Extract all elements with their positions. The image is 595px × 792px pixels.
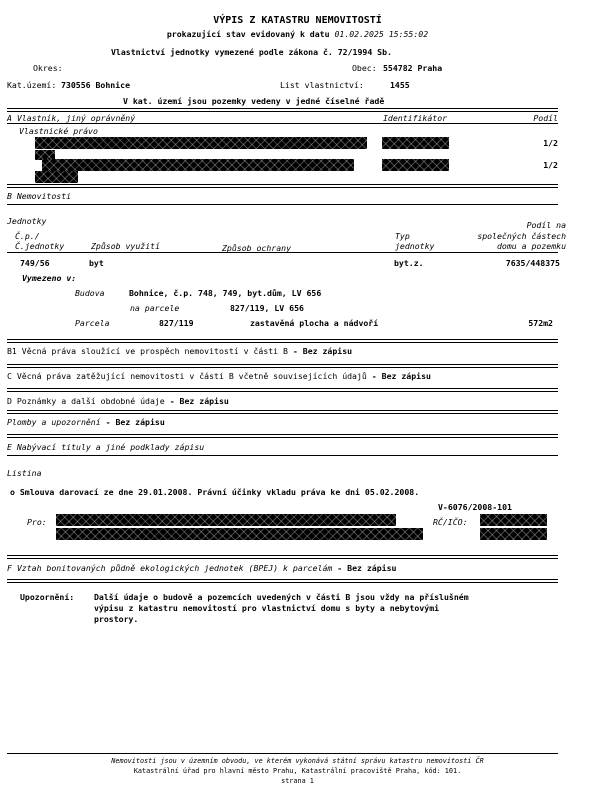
building-value: Bohnice, č.p. 748, 749, byt.dům, LV 656 [129, 288, 322, 298]
listina-label: Listina [7, 468, 42, 478]
col-protect: Způsob ochrany [222, 243, 292, 253]
defined-label: Vymezeno v: [22, 273, 77, 283]
col-use: Způsob využití [91, 241, 161, 251]
rc-redacted [480, 514, 547, 526]
owner-2-redacted [42, 159, 354, 171]
building-label: Budova [75, 288, 105, 298]
ownership-subheader: Vlastnické právo [19, 126, 98, 136]
obec-value: 554782 Praha [383, 63, 443, 73]
section-b1-text: B1 Věcná práva sloužící ve prospěch nemovitostí v části B [7, 346, 288, 356]
units-label: Jednotky [7, 216, 47, 226]
owner-1-id-redacted [382, 137, 449, 149]
section-c-rule [7, 364, 558, 368]
obec-label: Obec: [352, 63, 377, 73]
parcel-description: zastavěná plocha a nádvoří [250, 318, 379, 328]
owner-2-extra-redacted [35, 171, 78, 183]
warning-line-2: výpisu z katastru nemovitostí pro vlastnictví domu s byty a nebytovými [94, 603, 440, 613]
section-f [7, 563, 396, 573]
subtitle-date: 01.02.2025 15:55:02 [334, 29, 429, 39]
section-a-header-rule [7, 123, 558, 124]
pro-label: Pro: [27, 517, 47, 527]
katuzemi-value: 730556 Bohnice [61, 80, 131, 90]
rc-label: RČ/IČO: [433, 517, 468, 527]
section-plomby-rule [7, 410, 558, 414]
rc-extra-redacted [480, 528, 547, 540]
on-parcel-value: 827/119, LV 656 [230, 303, 304, 313]
col-share-3: domu a pozemku [496, 241, 566, 251]
warning-line-3: prostory. [94, 614, 139, 624]
share-header: Podíl [533, 113, 558, 123]
identifier-header: Identifikátor [383, 113, 448, 123]
document-title: VÝPIS Z KATASTRU NEMOVITOSTÍ [213, 15, 382, 26]
subtitle [0, 29, 595, 39]
beneficiary-redacted [56, 514, 396, 526]
section-d-value: - Bez zápisu [169, 396, 229, 406]
section-c [7, 371, 431, 381]
warning-line-1: Další údaje o budově a pozemcích uvedených v části B jsou vždy na příslušném [94, 592, 469, 602]
section-f-value: - Bez zápisu [337, 563, 397, 573]
section-c-value: - Bez zápisu [371, 371, 431, 381]
cadastral-note: V kat. území jsou pozemky vedeny v jedné číselné řadě [123, 96, 385, 106]
section-b1-rule [7, 339, 558, 343]
section-f-text: F Vztah bonitovaných půdně ekologických jednotek (BPEJ) k parcelám [7, 563, 333, 573]
unit-share: 7635/448375 [505, 258, 560, 268]
owner-1-share: 1/2 [543, 138, 558, 148]
section-b1 [7, 346, 352, 356]
katuzemi-label: Kat.území: [7, 80, 57, 90]
owner-1-redacted [35, 137, 367, 149]
col-cj: Č.jednotky [15, 241, 65, 251]
col-type-2: jednotky [395, 241, 435, 251]
footer-line-2: Katastrální úřad pro hlavní město Prahu, Katastrální pracoviště Praha, kód: 101. [133, 767, 462, 775]
col-share-1: Podíl na [526, 220, 566, 230]
section-e-rule [7, 434, 558, 438]
section-b-title: B Nemovitosti [7, 191, 72, 201]
section-b-header-rule [7, 204, 558, 205]
section-d [7, 396, 229, 406]
unit-type: byt.z. [394, 258, 424, 268]
section-b1-value: - Bez zápisu [292, 346, 353, 356]
lv-value: 1455 [390, 80, 410, 90]
section-a-rule [7, 108, 558, 112]
section-e-header-rule [7, 455, 558, 456]
warning-label: Upozornění: [20, 592, 75, 602]
deed-entry: o Smlouva darovací ze dne 29.01.2008. Právní účinky vkladu práva ke dni 05.02.2008. [10, 487, 420, 497]
section-plomby [7, 417, 165, 427]
lv-label: List vlastnictví: [280, 80, 364, 90]
on-parcel-label: na parcele [130, 303, 180, 313]
col-share-2: společných částech [477, 231, 566, 241]
section-plomby-text: Plomby a upozornění [7, 417, 101, 427]
parcel-label: Parcela [75, 318, 110, 328]
footer-rule [7, 753, 558, 754]
page-number: strana 1 [281, 777, 314, 785]
col-cp: Č.p./ [15, 231, 40, 241]
beneficiary-address-redacted [56, 528, 423, 540]
units-header-rule [7, 252, 558, 253]
section-a-title: A Vlastník, jiný oprávněný [7, 113, 136, 123]
footer-line-1: Nemovitosti jsou v územním obvodu, ve kterém vykonává státní správu katastru nemovitostí ČR [111, 757, 484, 765]
parcel-number: 827/119 [159, 318, 194, 328]
section-b-rule [7, 184, 558, 188]
deed-reference: V-6076/2008-101 [438, 502, 512, 512]
parcel-area: 572m2 [528, 318, 553, 328]
section-c-text: C Věcná práva zatěžující nemovitosti v části B včetně souvisejících údajů [7, 371, 367, 381]
section-plomby-value: - Bez zápisu [105, 417, 165, 427]
okres-label: Okres: [33, 63, 63, 73]
owner-2-share: 1/2 [543, 160, 558, 170]
section-e-title: E Nabývací tituly a jiné podklady zápisu [7, 442, 205, 452]
unit-use: byt [89, 258, 104, 268]
unit-number: 749/56 [20, 258, 50, 268]
section-d-text: D Poznámky a další obdobné údaje [7, 396, 165, 406]
section-d-rule [7, 388, 558, 392]
owner-2-id-redacted [382, 159, 449, 171]
law-line: Vlastnictví jednotky vymezené podle zákona č. 72/1994 Sb. [111, 47, 392, 57]
subtitle-prefix: prokazující stav evidovaný k datu [166, 29, 330, 39]
section-f-rule [7, 555, 558, 559]
col-type-1: Typ [395, 231, 410, 241]
section-f-bottom-rule [7, 579, 558, 583]
